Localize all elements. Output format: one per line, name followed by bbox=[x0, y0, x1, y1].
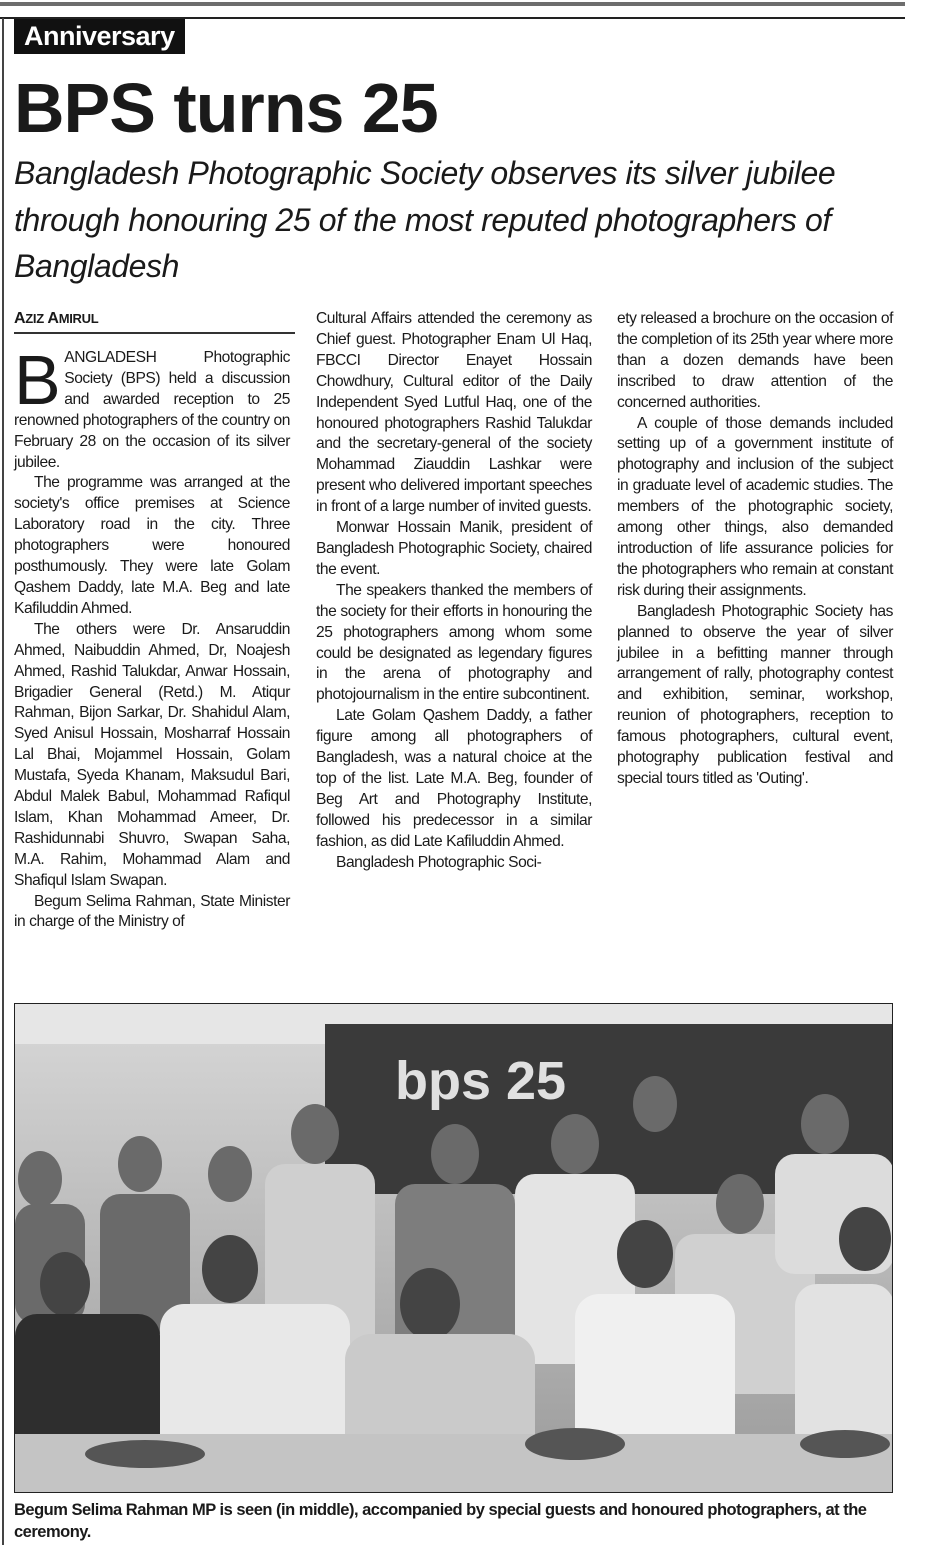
drop-cap: B bbox=[14, 341, 61, 419]
paragraph: The speakers thanked the members of the society for their efforts in honouring the 25 photographers among whom some could be designated as legendary figures in the arena of photography and photojournalism in the entire subcontinent. bbox=[316, 581, 592, 704]
photo-caption: Begum Selima Rahman MP is seen (in middle), accompanied by special guests and honoured photographers, at the ceremony. bbox=[14, 1501, 867, 1541]
paragraph: Bangladesh Photographic Soci- bbox=[336, 853, 542, 871]
paragraph: Monwar Hossain Manik, president of Bangladesh Photographic Society, chaired the event. bbox=[316, 519, 592, 578]
top-rule bbox=[0, 2, 905, 6]
byline: AZIZ AMIRUL bbox=[14, 310, 295, 334]
article-column-3 bbox=[617, 309, 893, 790]
article-column-2 bbox=[316, 309, 592, 873]
article-column-1 bbox=[14, 341, 290, 933]
paragraph: A couple of those demands included setting up of a government institute of photography and inclusion of the subject in graduate level of academic studies. The members of the photographic society, among other things, also demanded introduction of life assurance policies for the photographers who remain at constant risk during their assignments. bbox=[617, 414, 893, 599]
paragraph: Cultural Affairs attended the ceremony as Chief guest. Photographer Enam Ul Haq, FBCCI Director Enayet Hossain Chowdhury, Cultural editor of the Daily Independent Syed Lutful Haq, one of the honoured photographers Rashid Talukdar and the secretary-general of the society Mohammad Ziauddin Lashkar were present who delivered important speeches in front of a large number of invited guests. bbox=[316, 310, 592, 516]
left-border-rule bbox=[2, 18, 4, 1545]
paragraph: BANGLADESH Photographic Society (BPS) held a discussion and awarded reception to 25 renowned photographers of the country on February 28 on the occasion of its silver jubilee. bbox=[14, 341, 290, 471]
banner-logo: bps 25 bbox=[395, 1051, 567, 1111]
event-photo bbox=[14, 1003, 893, 1493]
subheadline: Bangladesh Photographic Society observes its silver jubilee through honouring 25 of the most reputed photographers of Bangladesh bbox=[14, 155, 836, 284]
paragraph: Bangladesh Photographic Society has planned to observe the year of silver jubilee in a befitting manner through arrangement of rally, photography contest and exhibition, seminar, workshop, reunion of photographers, reception to famous photographers, cultural event, photography publication festival and special tours titled as 'Outing'. bbox=[617, 602, 893, 787]
headline: BPS turns 25 bbox=[14, 69, 438, 147]
photo-illustration bbox=[15, 1004, 893, 1493]
paragraph: Begum Selima Rahman, State Minister in charge of the Ministry of bbox=[14, 892, 290, 931]
section-label: Anniversary bbox=[14, 19, 185, 54]
paragraph: Late Golam Qashem Daddy, a father figure among all photographers of Bangladesh, was a natural choice at the top of the list. Late M.A. Beg, founder of Beg Art and Photography Institute, followed his predecessor in a similar fashion, as did Late Kafiluddin Ahmed. bbox=[316, 707, 592, 850]
paragraph: The others were Dr. Ansaruddin Ahmed, Naibuddin Ahmed, Dr, Noajesh Ahmed, Rashid Talukdar, Anwar Hossain, Brigadier General (Retd.) M. Atiqur Rahman, Bijon Sarkar, Dr. Shahidul Alam, Syed Anisul Hossain, Mosharraf Hossain Lal Bhai, Mojammel Hossain, Golam Mustafa, Syeda Khanam, Maksudul Bari, Abdul Malek Babul, Mohammad Rafiqul Islam, Khan Mohammad Ameer, Dr. Rashidunnabi Shuvro, Swapan Saha, M.A. Rahim, Mohammad Alam and Shafiqul Islam Swapan. bbox=[14, 620, 290, 889]
paragraph: The programme was arranged at the society's office premises at Science Laboratory road in the city. Three photographers were honoured posthumously. They were late Golam Qashem Daddy, late M.A. Beg and late Kafiluddin Ahmed. bbox=[14, 474, 290, 617]
paragraph: ety released a brochure on the occasion of the completion of its 25th year where more than a dozen demands have been inscribed to draw attention of the concerned authorities. bbox=[617, 310, 893, 411]
